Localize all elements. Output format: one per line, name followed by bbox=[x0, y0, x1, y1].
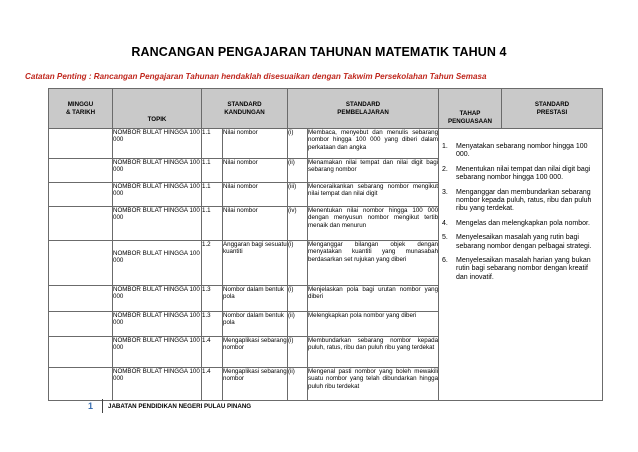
week-cell bbox=[49, 286, 113, 312]
tahap-penguasaan-list bbox=[439, 129, 603, 401]
topic-cell: NOMBOR BULAT HINGGA 100 000 bbox=[113, 159, 202, 183]
week-cell bbox=[49, 337, 113, 368]
header-standard-prestasi: STANDARD PRESTASI bbox=[502, 89, 603, 129]
list-item: 1. Menyatakan sebarang nombor hingga 100 000. bbox=[442, 143, 588, 159]
sp-number: (i) bbox=[288, 241, 308, 286]
sp-number: (ii) bbox=[288, 312, 308, 337]
week-cell bbox=[49, 183, 113, 207]
header-minggu: MINGGU & TARIKH bbox=[49, 89, 113, 129]
topic-cell: NOMBOR BULAT HINGGA 100 000 bbox=[113, 337, 202, 368]
list-item: 2. Menentukan nilai tempat dan nilai digit bagi sebarang nombor hingga 100 000. bbox=[442, 165, 591, 182]
sp-number: (ii) bbox=[288, 159, 308, 183]
topic-cell: NOMBOR BULAT HINGGA 100 000 bbox=[113, 312, 202, 337]
lesson-plan-table bbox=[48, 88, 603, 401]
list-item: 3. Menganggar dan membundarkan sebarang nombor kepada puluh, ratus, ribu dan puluh ribu yang terdekat. bbox=[442, 188, 592, 213]
sk-number: 1.1 bbox=[202, 159, 223, 183]
sk-text: Mengaplikasi sebarang nombor bbox=[223, 368, 288, 401]
sp-text: Melengkapkan pola nombor yang diberi bbox=[308, 312, 439, 337]
sk-number: 1.1 bbox=[202, 129, 223, 159]
sp-text: Membundarkan sebarang nombor kepada puluh, ratus, ribu dan puluh ribu yang terdekat bbox=[308, 337, 439, 368]
header-tahap-penguasaan: TAHAP PENGUASAAN bbox=[439, 89, 502, 129]
page-number: 1 bbox=[88, 401, 94, 411]
sk-number: 1.1 bbox=[202, 207, 223, 241]
sk-number: 1.4 bbox=[202, 368, 223, 401]
sp-text: Menjelaskan pola bagi urutan nombor yang diberi bbox=[308, 286, 439, 312]
sp-text: Menceraikankan sebarang nombor mengikut nilai tempat dan nilai digit bbox=[308, 183, 439, 207]
sp-text: Menganggar bilangan objek dengan menyatakan kuantiti yang munasabah berdasarkan set rujukan yang diberi bbox=[308, 241, 439, 286]
page-footer bbox=[88, 399, 251, 413]
header-standard-kandungan: STANDARD KANDUNGAN bbox=[202, 89, 288, 129]
week-cell bbox=[49, 159, 113, 183]
sp-number: (i) bbox=[288, 286, 308, 312]
sk-text: Nombor dalam bentuk pola bbox=[223, 312, 288, 337]
sk-text: Mengaplikasi sebarang nombor bbox=[223, 337, 288, 368]
topic-cell: NOMBOR BULAT HINGGA 100 000 bbox=[113, 183, 202, 207]
sp-text: Menamakan nilai tempat dan nilai digit bagi sebarang nombor bbox=[308, 159, 439, 183]
header-topik: TOPIK bbox=[113, 89, 202, 129]
sk-text: Anggaran bagi sesuatu kuantiti bbox=[223, 241, 288, 286]
header-standard-pembelajaran: STANDARD PEMBELAJARAN bbox=[288, 89, 439, 129]
list-item: 5. Menyelesaikan masalah yang rutin bagi sebarang nombor dengan pelbagai strategi. bbox=[442, 234, 592, 250]
sk-number: 1.1 bbox=[202, 183, 223, 207]
list-item: 4. Mengelas dan melengkapkan pola nombor. bbox=[442, 219, 590, 227]
sp-text: Menentukan nilai nombor hingga 100 000 dengan menyusun nombor mengikut tertib menaik dan menurun bbox=[308, 207, 439, 241]
sk-text: Nombor dalam bentuk pola bbox=[223, 286, 288, 312]
sk-number: 1.3 bbox=[202, 312, 223, 337]
week-cell bbox=[49, 368, 113, 401]
footer-organization: JABATAN PENDIDIKAN NEGERI PULAU PINANG bbox=[108, 402, 252, 410]
list-item: 6. Menyelesaikan masalah harian yang bukan rutin bagi sebarang nombor dengan kreatif dan inovatif. bbox=[442, 257, 591, 281]
sk-text: Nilai nombor bbox=[223, 129, 288, 159]
topic-cell: NOMBOR BULAT HINGGA 100 000 bbox=[113, 286, 202, 312]
sp-number: (i) bbox=[288, 337, 308, 368]
sk-number: 1.3 bbox=[202, 286, 223, 312]
topic-cell: NOMBOR BULAT HINGGA 100 000 bbox=[113, 241, 202, 286]
sp-number: (i) bbox=[288, 129, 308, 159]
table-row bbox=[49, 129, 603, 159]
sp-text: Mengenal pasti nombor yang boleh mewakili suatu nombor yang telah dibundarkan hingga puluh ribu terdekat bbox=[308, 368, 439, 401]
sp-number: (ii) bbox=[288, 368, 308, 401]
sk-text: Nilai nombor bbox=[223, 183, 288, 207]
sk-number: 1.2 bbox=[202, 241, 223, 286]
sp-number: (iv) bbox=[288, 207, 308, 241]
sk-text: Nilai nombor bbox=[223, 207, 288, 241]
important-note: Catatan Penting : Rancangan Pengajaran Tahunan hendaklah disesuaikan dengan Takwim Persekolahan Tahun Semasa bbox=[25, 72, 487, 81]
sp-text: Membaca, menyebut dan menulis sebarang nombor hingga 100 000 yang diberi dalam perkataan dan angka bbox=[308, 129, 439, 159]
topic-cell: NOMBOR BULAT HINGGA 100 000 bbox=[113, 129, 202, 159]
sk-text: Nilai nombor bbox=[223, 159, 288, 183]
topic-cell: NOMBOR BULAT HINGGA 100 000 bbox=[113, 207, 202, 241]
footer-divider bbox=[102, 399, 103, 413]
topic-cell: NOMBOR BULAT HINGGA 100 000 bbox=[113, 368, 202, 401]
week-cell bbox=[49, 207, 113, 241]
week-cell bbox=[49, 312, 113, 337]
week-cell bbox=[49, 129, 113, 159]
sp-number: (iii) bbox=[288, 183, 308, 207]
table-header-row bbox=[49, 89, 603, 129]
week-cell bbox=[49, 241, 113, 286]
page-title: RANCANGAN PENGAJARAN TAHUNAN MATEMATIK TAHUN 4 bbox=[131, 45, 507, 59]
sk-number: 1.4 bbox=[202, 337, 223, 368]
